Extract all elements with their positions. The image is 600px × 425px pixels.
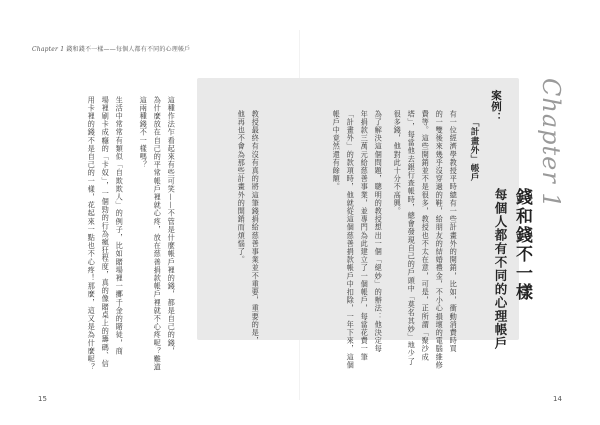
left-body-column-1: 這種作法乍看起來有些可笑——不管是什麼帳戶裡的錢，都是自己的錢， (167, 96, 177, 356)
chapter-subtitle: 每個人都有不同的心理帳戶 (493, 188, 508, 350)
left-body-column-6: 用卡裡的錢不是自己的一樣，花起來一點也不心疼！那麼，這又是為什麼呢？ (87, 96, 97, 372)
case-column-2: 的一雙後來幾乎沒穿過的鞋，給朋友的結婚禮金，不小心損壞的電腦維修 (435, 110, 445, 370)
case-column-7: 年捐款三萬元給慈善事業，並專門為此建立了一個帳戶，每當花費一筆 (360, 110, 370, 362)
running-head-text: 錢和錢不一樣——每個人都有不同的心理帳戶 (66, 46, 191, 53)
case-column-1: 有一位經濟學教授平時總有一些計畫外的開銷，比如，衝動消費時買 (449, 110, 459, 353)
page-number-right: 14 (553, 395, 562, 403)
running-head-chapter: Chapter 1 (32, 46, 65, 53)
left-body-column-4: 生活中常常有類似「自欺欺人」的例子，比如賭場裡一擲千金的賭徒，商 (115, 96, 125, 356)
case-column-10: 教授最終有沒有真的將這筆錢捐給慈善事業並不重要，重要的是， (251, 110, 261, 345)
case-column-11: 他再也不會為那些計畫外的開銷而煩惱了。 (237, 110, 247, 264)
running-head (32, 44, 190, 53)
chapter-title: 錢和錢不一樣 (512, 188, 532, 302)
case-column-5: 很多錢，他對此十分不高興。 (393, 110, 403, 216)
page-number-left: 15 (38, 395, 47, 403)
case-column-9: 帳戶中竟然還有餘額。 (332, 110, 342, 191)
chapter-label: Chapter 1 (537, 78, 565, 209)
left-body-column-5: 場裡刷卡成癮的「卡奴」，一個勁的行為瘋狂程度，真的像賭桌上的籌碼、信 (101, 96, 111, 368)
left-body-column-3: 這兩種錢不一樣嗎？ (139, 96, 149, 169)
case-column-3: 費等。這些開銷並不是很多，教授也不太在意，可是，正所謂「聚沙成 (421, 110, 431, 362)
case-column-8: 「計畫外」的款項時，他就從這個慈善捐款帳戶中扣除，一年下來，這個 (346, 110, 356, 370)
left-body-column-2: 為什麼放在自己的平常帳戶裡就心疼，放在慈善捐款帳戶裡就不心疼呢？難道 (153, 96, 163, 372)
case-subtitle: 「計畫外」帳戶 (469, 118, 479, 182)
case-column-4: 塔」，每當他去銀行查帳時，總會發現自己的戶頭中「莫名其妙」地少了 (407, 110, 417, 366)
case-title: 案例： (490, 90, 502, 123)
case-column-6: 為了解決這個問題，聰明的教授想出一個「絕妙」的辦法：他決定每 (374, 110, 384, 353)
